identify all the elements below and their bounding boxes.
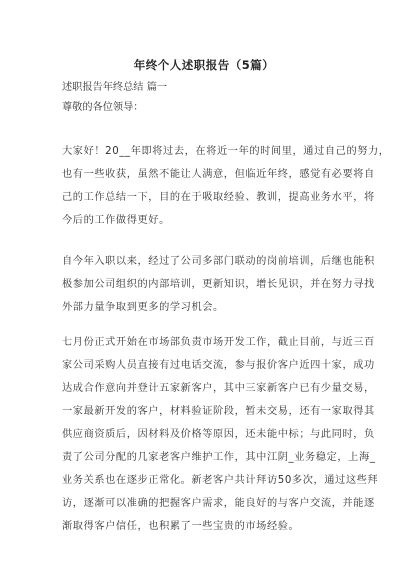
document-subtitle: 述职报告年终总结 篇一 <box>62 82 168 93</box>
paragraph-1 <box>62 140 390 232</box>
document-title: 年终个人述职报告（5篇） <box>133 58 275 72</box>
paragraph-line: 一家最新开发的客户，材料验证阶段，暂未交易，还有一家取得其 <box>62 406 375 417</box>
paragraph-line: 达成合作意向并登计五家新客户，其中三家新客户已有少量交易， <box>62 383 375 394</box>
paragraph-3 <box>62 331 379 538</box>
paragraph-line: 七月份正式开始在市场部负责市场开发工作，截止目前，与近三百 <box>62 337 375 348</box>
salutation: 尊敬的各位领导： <box>62 102 144 113</box>
paragraph-line: 访，逐渐可以准确的把握客户需求，能良好的与客户交流，并能逐 <box>62 498 375 509</box>
paragraph-line: 外部力量争取到更多的学习机会。 <box>62 302 224 313</box>
paragraph-line: 渐取得客户信任，也积累了一些宝贵的市场经验。 <box>62 521 300 532</box>
paragraph-line: 业务关系也在逐步正常化。新老客户共计拜访50多次，通过这些拜 <box>62 475 379 486</box>
paragraph-line: 大家好！20__年即将过去，在将近一年的时间里，通过自己的努力， <box>62 146 390 157</box>
paragraph-line: 自今年入职以来，经过了公司多部门联动的岗前培训，后继也能积 <box>62 256 375 267</box>
paragraph-2 <box>62 250 375 319</box>
paragraph-line: 今后的工作做得更好。 <box>62 215 170 226</box>
paragraph-line: 也有一些收获，虽然不能让人满意，但临近年终，感觉有必要将自 <box>62 169 375 180</box>
paragraph-line: 供应商资质后，因材料及价格等原因，还未能中标；与此同时，负 <box>62 429 375 440</box>
paragraph-line: 责了公司分配的几家老客户维护工作，其中江阴_业务稳定，上海_ <box>62 452 376 463</box>
paragraph-line: 家公司采购人员直接有过电话交流，参与报价客户近四十家，成功 <box>62 360 375 371</box>
paragraph-line: 极参加公司组织的内部培训，更新知识，增长见识，并在努力寻找 <box>62 279 375 290</box>
paragraph-line: 己的工作总结一下，目的在于吸取经验、教训，提高业务水平，将 <box>62 192 375 203</box>
